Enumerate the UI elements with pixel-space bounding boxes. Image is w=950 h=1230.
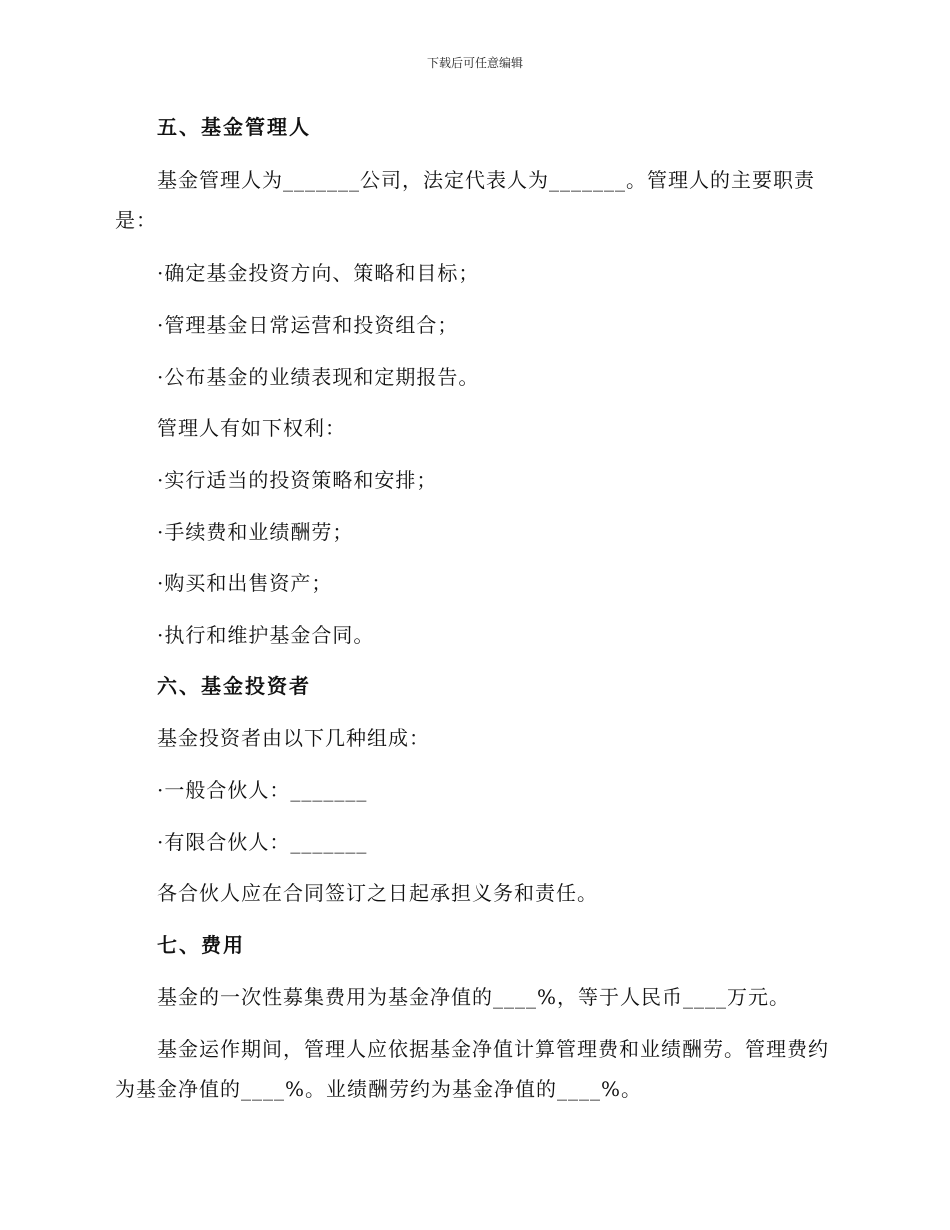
paragraph-partners-obligation: 各合伙人应在合同签订之日起承担义务和责任。 [157, 881, 598, 905]
list-item-right: ·手续费和业绩酬劳； [157, 520, 354, 544]
paragraph-management-fee: 基金运作期间，管理人应依据基金净值计算管理费和业绩酬劳。管理费约为基金净值的____%。业绩酬劳约为基金净值的____%。 [115, 1037, 829, 1101]
paragraph-rights-intro: 管理人有如下权利： [157, 416, 346, 440]
section-heading-investors: 六、基金投资者 [157, 674, 311, 698]
list-item-duty: ·公布基金的业绩表现和定期报告。 [157, 365, 480, 389]
section-heading-fees: 七、费用 [157, 933, 245, 957]
list-item-right: ·购买和出售资产； [157, 571, 333, 595]
paragraph-subscription-fee: 基金的一次性募集费用为基金净值的____%，等于人民币____万元。 [157, 985, 791, 1009]
list-item-partner: ·一般合伙人：_______ [157, 778, 368, 802]
list-item-partner: ·有限合伙人：_______ [157, 830, 368, 854]
list-item-right: ·实行适当的投资策略和安排； [157, 468, 438, 492]
paragraph-manager-intro: 基金管理人为_______公司，法定代表人为_______。管理人的主要职责是： [115, 168, 815, 232]
list-item-duty: ·确定基金投资方向、策略和目标； [157, 261, 480, 285]
section-heading-fund-manager: 五、基金管理人 [157, 115, 311, 139]
list-item-duty: ·管理基金日常运营和投资组合； [157, 313, 459, 337]
list-item-right: ·执行和维护基金合同。 [157, 623, 375, 647]
page-header-note: 下载后可任意编辑 [426, 56, 523, 70]
paragraph-investors-intro: 基金投资者由以下几种组成： [157, 726, 430, 750]
